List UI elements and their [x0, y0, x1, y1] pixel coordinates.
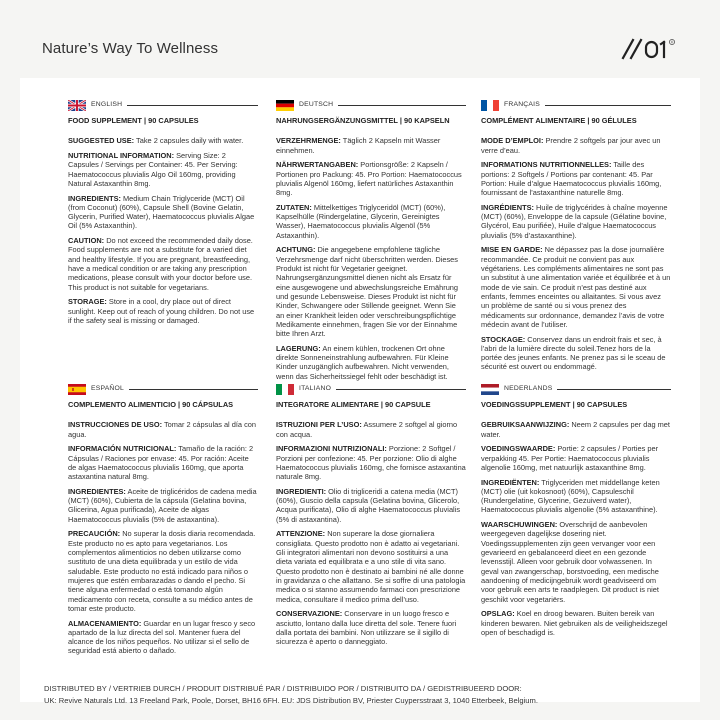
section-list — [481, 420, 671, 637]
section-list — [68, 420, 258, 655]
label-section — [481, 160, 671, 197]
section-text: Conservare in un luogo fresco e asciutto, lontano dalla luce diretta del sole. Tenere fuori dalla portata dei bambini. Non utilizzare se il sigillo di sicurezza è aperto o danneggiato. — [276, 609, 457, 647]
section-text: Täglich 2 Kapseln mit Wasser einnehmen. — [276, 136, 441, 155]
section-text: Portie: 2 capsules / Porties per verpakking 45. Per Portie: Haematococcus pluvialis algenolie 160mg, met natuurlijk astaxanthine 8mg. — [481, 444, 659, 472]
section-label: LAGERUNG: — [276, 343, 321, 353]
language-heading: DEUTSCH — [276, 99, 466, 111]
section-text: Aceite de triglicéridos de cadena media (MCT) (60%), Cubierta de la cápsula (Gelatina bovina, Glicerina, Agua purificada), Aceite de algas Haematococcus pluvialis (5% de astaxantina). — [68, 486, 257, 524]
section-label: CAUTION: — [68, 236, 105, 246]
label-section — [276, 529, 466, 603]
section-label: INGREDIENTI: — [276, 486, 327, 496]
label-section — [68, 136, 258, 145]
column-italiano — [276, 383, 466, 652]
label-section — [68, 151, 258, 188]
column-espanol — [68, 383, 258, 661]
section-text: No superar la dosis diaria recomendada. Este producto no es apto para vegetarianos. Los complementos alimenticios no deben utilizarse como sustituto de una dieta equilibrada y un estilo de vida saludable. Este producto no está indicado para niños o mujeres que estén embarazadas o dando el pecho. Si tiene alguna enfermedad o está tomando algún medicamento con receta, consulte a su médico antes de tomar este producto. — [68, 529, 256, 613]
section-text: Overschrijd de aanbevolen weergegeven dagelijkse dosering niet. Voedingssupplementen zijn geen vervanger voor een gevarieerd en gebalanceerd dieet en een gezonde levensstijl. Alleen voor gebruik door volwassenen. In geval van zwangerschap, borstvoeding, een medische aandoening of medicijngebruik wordt geadviseerd om voor gebruik een arts te raadplegen. Dit product is niet geschikt voor vegetariërs. — [481, 520, 659, 604]
section-label: INGREDIËNTEN: — [481, 477, 540, 487]
label-section — [481, 520, 671, 604]
language-heading: NEDERLANDS — [481, 383, 671, 395]
product-title: FOOD SUPPLEMENT | 90 CAPSULES — [68, 116, 199, 125]
distributor-heading: DISTRIBUTED BY / VERTRIEB DURCH / PRODUIT DISTRIBUÉ PAR / DISTRIBUIDO POR / DISTRIBUITO DA / GEDISTRIBUEERD DOOR: — [44, 684, 522, 693]
column-nederlands — [481, 383, 671, 642]
label-section — [481, 609, 671, 637]
section-label: STORAGE: — [68, 297, 107, 307]
section-label: VOEDINGSWAARDE: — [481, 444, 556, 454]
label-section — [68, 194, 258, 231]
section-label: INFORMACIÓN NUTRICIONAL: — [68, 444, 177, 454]
uk-flag-icon — [68, 100, 86, 111]
french-flag-icon — [481, 100, 499, 111]
section-text: Taille des portions: 2 Softgels / Portions par contenant: 45. Par Portion: Huile d’algue Haematococcus pluvialis 160mg, fournissant de l’astaxanthine naturelle 8mg. — [481, 160, 662, 198]
label-section — [276, 420, 466, 439]
section-label: MODE D’EMPLOI: — [481, 136, 544, 146]
language-heading: FRANÇAIS — [481, 99, 671, 111]
heading-rule — [336, 389, 466, 390]
label-section — [68, 297, 258, 325]
heading-rule — [127, 105, 258, 106]
section-text: Porzione: 2 Softgel / Porzioni per confezione: 45. Per porzione: Olio di alghe Haematococcus pluvialis 160mg, che fornisce astaxantina naturale 8mg. — [276, 444, 466, 482]
section-text: Koel en droog bewaren. Buiten bereik van kinderen bewaren. Niet gebruiken als de veiligheidszegel open of beschadigd is. — [481, 609, 668, 637]
label-section — [276, 136, 466, 155]
product-title: NAHRUNGSERGÄNZUNGSMITTEL | 90 KAPSELN — [276, 116, 450, 125]
section-label: INFORMAZIONI NUTRIZIONALI: — [276, 444, 387, 454]
section-label: ISTRUZIONI PER L’USO: — [276, 420, 362, 430]
section-text: Non superare la dose giornaliera consigliata. Questo prodotto non è adatto ai vegetariani. Gli integratori alimentari non devono sostituirsi a una dieta variata ed equilibrata e a uno stile di vita sano. Questo prodotto non è destinato ai bambini né alle donne in gravidanza o che allattano. Se si soffre di una patologia medica o si stanno assumendo farmaci con prescrizione medica, consultare il medico prima dell’uso. — [276, 529, 466, 604]
section-text: Serving Size: 2 Capsules / Servings per Container: 45. Per Serving: Haematococcus pluvialis Algo Oil 160mg, providing Natural Astaxanthin 8mg. — [68, 150, 238, 188]
svg-text:®: ® — [670, 40, 674, 45]
label-section — [276, 160, 466, 197]
section-label: ACHTUNG: — [276, 245, 316, 255]
section-text: Do not exceed the recommended daily dose. Food supplements are not a substitute for a varied diet and healthy lifestyle. If you are pregnant, breastfeeding, have a medical condition or are taking any prescription medications, please consult with your doctor before use. This product is not suitable for vegetarians. — [68, 236, 253, 292]
section-text: Medium Chain Triglyceride (MCT) Oil (from Coconut) (60%), Capsule Shell (Bovine Gelatin, Glycerin, Purified Water), Haematococcus pluvialis Algae Oil (5% Astaxanthin). — [68, 193, 255, 231]
section-label: INGRÉDIENTS: — [481, 202, 534, 212]
label-section — [68, 420, 258, 439]
section-text: Triglyceriden met middellange keten (MCT) olie (uit kokosnoot) (60%), Capsuleschil (Rundergelatine, Glycerine, Gezuiverd water), Haematococcus pluvialis algenolie (5% astaxanthine). — [481, 477, 660, 515]
section-label: MISE EN GARDE: — [481, 245, 543, 255]
distribution-footer — [44, 683, 684, 706]
label-section — [481, 478, 671, 515]
section-text: Conservez dans un endroit frais et sec, à l’abri de la lumière directe du soleil.Tenez hors de la portée des jeunes enfants. Ne prenez pas si le sceau de sécurité est ouvert ou endommagé. — [481, 334, 666, 372]
section-label: WAARSCHUWINGEN: — [481, 520, 558, 530]
product-title: VOEDINGSSUPPLEMENT | 90 CAPSULES — [481, 400, 628, 409]
label-section — [276, 203, 466, 240]
section-label: NUTRITIONAL INFORMATION: — [68, 150, 175, 160]
section-text: Tomar 2 cápsulas al día con agua. — [68, 420, 256, 439]
section-list — [276, 420, 466, 646]
language-heading: ESPAÑOL — [68, 383, 258, 395]
label-section — [481, 444, 671, 472]
heading-rule — [338, 105, 466, 106]
section-label: ALMACENAMIENTO: — [68, 618, 142, 628]
language-heading: ITALIANO — [276, 383, 466, 395]
section-text: Prendre 2 softgels par jour avec un verre d’eau. — [481, 136, 661, 155]
section-text: Take 2 capsules daily with water. — [134, 136, 244, 146]
label-section — [276, 487, 466, 524]
label-section — [276, 444, 466, 481]
label-section — [481, 136, 671, 155]
section-label: SUGGESTED USE: — [68, 136, 135, 146]
section-label: PRECAUCIÓN: — [68, 529, 121, 539]
label-section — [68, 444, 258, 481]
label-section — [68, 487, 258, 524]
section-label: INFORMATIONS NUTRITIONNELLES: — [481, 160, 612, 170]
section-text: Tamaño de la ración: 2 Cápsulas / Raciones por envase: 45. Por ración: Aceite de algas Haematococcus pluvialis 160mg, que aporta astaxantina natural 8mg. — [68, 444, 254, 482]
section-label: OPSLAG: — [481, 609, 515, 619]
section-label: ZUTATEN: — [276, 202, 312, 212]
product-title: COMPLEMENTO ALIMENTICIO | 90 CÁPSULAS — [68, 400, 234, 409]
section-text: Huile de triglycérides à chaîne moyenne (MCT) (60%), Enveloppe de la capsule (Gélatine bovine, Glycérol, Eau purifiée), Huile d’algue Haematococcus pluvialis (5% d’astaxanthine). — [481, 202, 668, 240]
label-section — [276, 609, 466, 646]
section-text: Mittelkettiges Triglyceridöl (MCT) (60%), Kapselhülle (Rindergelatine, Glycerin, Gereinigtes Wasser), Haematococcus pluvialis Algenöl (5% Astaxanthin). — [276, 202, 446, 240]
spanish-flag-icon — [68, 384, 86, 395]
label-section — [68, 619, 258, 656]
brand-tagline: Nature’s Way To Wellness — [42, 40, 219, 57]
section-label: INGREDIENTS: — [68, 193, 121, 203]
column-english — [68, 99, 258, 331]
italian-flag-icon — [276, 384, 294, 395]
german-flag-icon — [276, 100, 294, 111]
label-section — [481, 420, 671, 439]
section-text: Store in a cool, dry place out of direct sunlight. Keep out of reach of young children. Do not use if the safety seal is missing or damaged. — [68, 297, 255, 325]
section-text: Neem 2 capsules per dag met water. — [481, 420, 670, 439]
label-section — [481, 245, 671, 329]
section-label: STOCKAGE: — [481, 334, 526, 344]
label-section — [481, 335, 671, 372]
label-section — [68, 236, 258, 292]
section-label: INSTRUCCIONES DE USO: — [68, 420, 163, 430]
label-section — [276, 344, 466, 381]
section-label: VERZEHRMENGE: — [276, 136, 341, 146]
section-label: CONSERVAZIONE: — [276, 609, 343, 619]
section-label: NÄHRWERTANGABEN: — [276, 160, 359, 170]
section-list — [68, 136, 258, 325]
heading-rule — [557, 389, 671, 390]
section-label: GEBRUIKSAANWIJZING: — [481, 420, 570, 430]
section-text: Assumere 2 softgel al giorno con acqua. — [276, 420, 458, 439]
section-label: ATTENZIONE: — [276, 529, 326, 539]
section-text: Portionsgröße: 2 Kapseln / Portionen pro Packung: 45. Pro Portion: Haematococcus pluvialis Algenöl 160mg, liefert natürliches Astaxanthin 8mg. — [276, 160, 462, 198]
section-list — [481, 136, 671, 371]
label-section — [481, 203, 671, 240]
section-text: Die angegebene empfohlene tägliche Verzehrsmenge darf nicht überschritten werden. Dieses Produkt ist nicht für Vegetarier geeignet. Nahrungsergänzungsmittel dienen nicht als Ersatz für eine ausgewogene und abwechslungsreiche Ernährung und gesunde Lebensweise. Dieses Produkt ist nicht für Kinder, Schwangere oder Stillende geeignet. Wenn Sie an einer Krankheit leiden oder verschreibungspflichtige Medikamente einnehmen, fragen Sie vor der Einnahme bitte Ihren Arzt. — [276, 245, 459, 339]
brand-logo — [620, 36, 680, 62]
section-text: Guardar en un lugar fresco y seco apartado de la luz directa del sol. Mantener fuera del alcance de los niños pequeños. No utilizar si el sello de seguridad está abierto o dañado. — [68, 618, 256, 656]
heading-rule — [129, 389, 258, 390]
distributor-addresses: UK: Revive Naturals Ltd. 13 Freeland Park, Poole, Dorset, BH16 6FH. EU: JDS Distribution BV, Priester Cuypersstraat 3, 1040 Etterbeek, Belgium. — [44, 695, 538, 705]
column-francais — [481, 99, 671, 377]
section-list — [276, 136, 466, 381]
dutch-flag-icon — [481, 384, 499, 395]
label-section — [276, 245, 466, 338]
product-title: INTEGRATORE ALIMENTARE | 90 CAPSULE — [276, 400, 431, 409]
product-title: COMPLÉMENT ALIMENTAIRE | 90 GÉLULES — [481, 116, 637, 125]
column-deutsch — [276, 99, 466, 386]
section-text: Ne dépassez pas la dose journalière recommandée. Ce produit ne convient pas aux végétariens. Les compléments alimentaires ne sont pas un substitut à une alimentation variée et équilibrée et à un mode de vie sain. Ce produit n’est pas destiné aux enfants, femmes enceintes ou allaitantes. Si vous avez un problème de santé ou si vous prenez des médicaments sur ordonnance, demandez l’avis de votre médecin avant de l’utiliser. — [481, 245, 671, 329]
section-label: INGREDIENTES: — [68, 486, 126, 496]
section-text: An einem kühlen, trockenen Ort ohne direkte Sonneneinstrahlung aufbewahren. Für Kleine Kinder unzugänglich aufbewahren. Nicht verwenden, wenn das Sicherheitssiegel fehlt oder beschädigt ist. — [276, 343, 449, 381]
language-heading: ENGLISH — [68, 99, 258, 111]
section-text: Olio di trigliceridi a catena media (MCT) (60%), Guscio della capsula (Gelatina bovina, Glicerolo, Acqua purificata), Olio di alghe Haematococcus pluvialis (5% di astaxantina). — [276, 486, 461, 524]
label-section — [68, 529, 258, 613]
header — [0, 0, 720, 76]
heading-rule — [545, 105, 671, 106]
